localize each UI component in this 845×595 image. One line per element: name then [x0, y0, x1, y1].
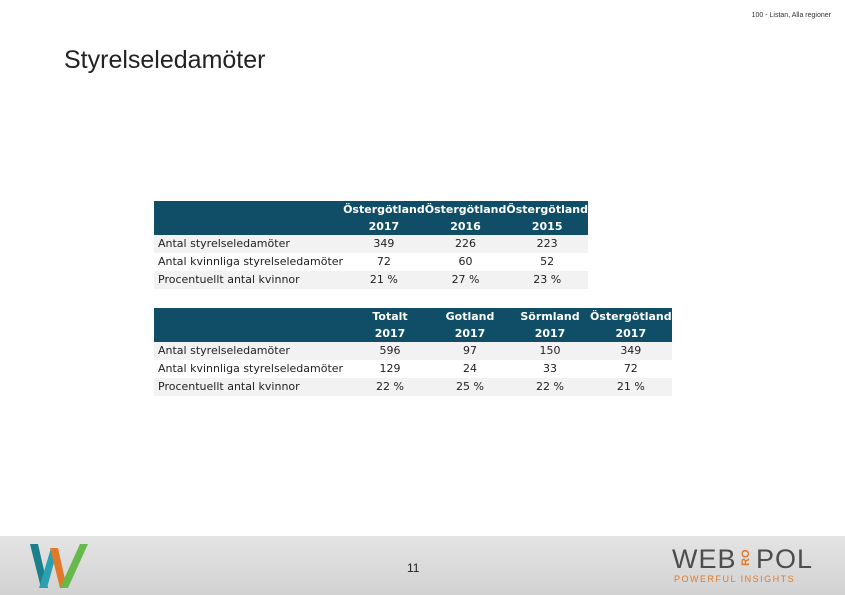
table-cell: 596 [350, 342, 430, 360]
webropol-logo [672, 545, 812, 587]
table-cell: 23 % [506, 271, 588, 289]
table-cell: 97 [430, 342, 510, 360]
row-label: Procentuellt antal kvinnor [154, 378, 350, 396]
column-header-region: Östergötland [424, 203, 507, 216]
row-label: Procentuellt antal kvinnor [154, 271, 343, 289]
table-cell: 223 [506, 235, 588, 253]
table-cell: 52 [506, 253, 588, 271]
brand-tagline: POWERFUL INSIGHTS [674, 574, 796, 584]
table-row [154, 271, 588, 289]
table-cell: 22 % [510, 378, 590, 396]
table-cell: 21 % [343, 271, 425, 289]
table-cell: 25 % [430, 378, 510, 396]
table-row [154, 235, 588, 253]
table-header-blank [154, 308, 350, 325]
row-label: Antal styrelseledamöter [154, 342, 350, 360]
table-header-blank [154, 201, 343, 218]
table-header-blank [154, 325, 350, 342]
column-header-year: 2016 [425, 218, 507, 235]
column-header-year: 2017 [350, 325, 430, 342]
table-cell: 60 [425, 253, 507, 271]
row-label: Antal kvinnliga styrelseledamöter [154, 253, 343, 271]
brand-ro-text: RO [740, 549, 752, 566]
table-header-blank [154, 218, 343, 235]
table-cell: 349 [590, 342, 672, 360]
brand-pol-text: POL [756, 544, 814, 574]
table-header-row-year [154, 325, 672, 342]
column-header-year: 2017 [343, 218, 425, 235]
column-header-region: Östergötland [506, 203, 588, 216]
column-header-region: Östergötland [590, 310, 672, 323]
table-cell: 349 [343, 235, 425, 253]
stats-table-ostergotland-years [154, 201, 588, 289]
column-header-year: 2017 [510, 325, 590, 342]
column-header-year: 2017 [590, 325, 672, 342]
table-cell: 150 [510, 342, 590, 360]
brand-web-text: WEB [672, 544, 737, 574]
table-header-row-year [154, 218, 588, 235]
row-label: Antal kvinnliga styrelseledamöter [154, 360, 350, 378]
table-cell: 22 % [350, 378, 430, 396]
table-row [154, 378, 672, 396]
table-cell: 33 [510, 360, 590, 378]
column-header-year: 2017 [430, 325, 510, 342]
table-cell: 24 [430, 360, 510, 378]
page-number: 11 [407, 561, 420, 575]
table-cell: 21 % [590, 378, 672, 396]
header-note: 100 - Listan, Alla regioner [751, 12, 831, 19]
row-label: Antal styrelseledamöter [154, 235, 343, 253]
table-cell: 72 [343, 253, 425, 271]
column-header-region: Totalt [350, 308, 430, 325]
table-cell: 27 % [425, 271, 507, 289]
table-row [154, 253, 588, 271]
column-header-region: Östergötland [343, 203, 425, 216]
footer-bar [0, 536, 845, 595]
column-header-region: Sörmland [510, 308, 590, 325]
column-header-year: 2015 [506, 218, 588, 235]
w-logo-icon [30, 542, 92, 590]
table-row [154, 342, 672, 360]
column-header-region: Gotland [430, 308, 510, 325]
table-cell: 226 [425, 235, 507, 253]
table-row [154, 360, 672, 378]
table-cell: 72 [590, 360, 672, 378]
table-cell: 129 [350, 360, 430, 378]
table-header-row-region [154, 308, 672, 325]
stats-table-regions-2017 [154, 308, 672, 396]
page-title: Styrelseledamöter [64, 46, 266, 74]
table-header-row-region [154, 201, 588, 218]
